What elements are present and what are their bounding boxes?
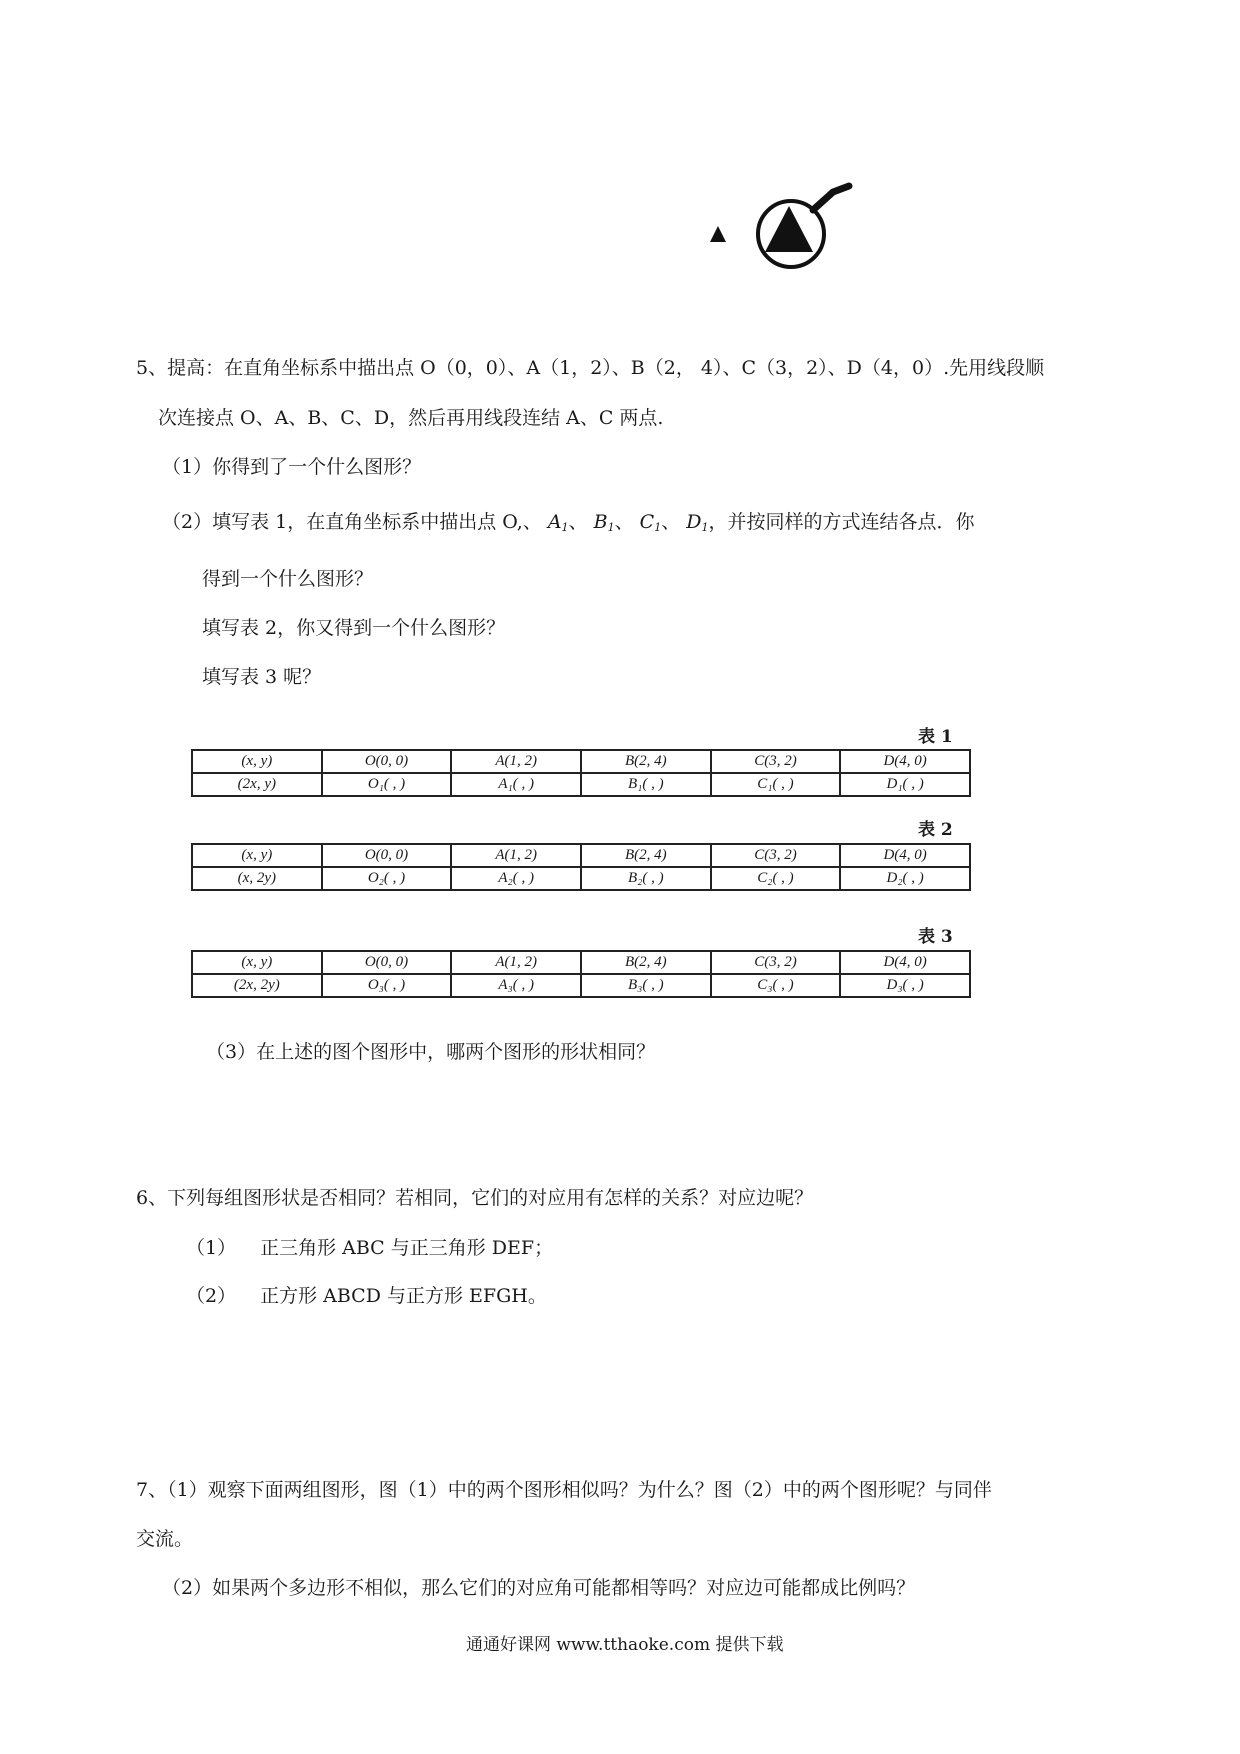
q5-part2-line1: （2）填写表 1，在直角坐标系中描出点 O,、 $A_1$、 $B_1$、 $C_1$、 $D_1$，并按同样的方式连结各点．你 xyxy=(162,511,975,534)
table-cell: O(0, 0) xyxy=(322,951,452,974)
table-cell: D(4, 0) xyxy=(840,750,970,773)
q7-line1: 7、（1）观察下面两组图形，图（1）中的两个图形相似吗？为什么？图（2）中的两个图形呢？与同伴 xyxy=(136,1479,992,1501)
table-cell: B(2, 4) xyxy=(581,750,711,773)
tables-figure xyxy=(136,714,1000,1012)
q5-part2-prefix: （2）填写表 1，在直角坐标系中描出点 O,、 xyxy=(162,511,542,533)
table-cell: A(1, 2) xyxy=(451,844,581,867)
table-cell: C₂( , ) xyxy=(711,867,841,890)
q5-part2-line3: 填写表 2，你又得到一个什么图形？ xyxy=(202,617,506,639)
q5-part3: （3）在上述的图个图形中，哪两个图形的形状相同？ xyxy=(206,1041,656,1063)
table-cell: C(3, 2) xyxy=(711,844,841,867)
table-cell: C(3, 2) xyxy=(711,750,841,773)
table-cell: A₃( , ) xyxy=(451,974,581,997)
table-cell: D₂( , ) xyxy=(840,867,970,890)
table-cell: B(2, 4) xyxy=(581,844,711,867)
table-cell: (x, y) xyxy=(192,844,322,867)
magnifier-figure-svg xyxy=(655,166,915,300)
table-cell: A(1, 2) xyxy=(451,951,581,974)
table-row xyxy=(192,773,970,796)
table-cell: (x, y) xyxy=(192,951,322,974)
table-row xyxy=(192,844,970,867)
table-row xyxy=(192,750,970,773)
q6-item1-text: 正三角形 ABC 与正三角形 DEF； xyxy=(260,1237,554,1259)
table-cell: D(4, 0) xyxy=(840,951,970,974)
table-1 xyxy=(191,749,971,797)
table-cell: A(1, 2) xyxy=(451,750,581,773)
table3-caption: 表 3 xyxy=(918,927,953,947)
point-d1: $D_1$ xyxy=(686,511,709,534)
table-3 xyxy=(191,950,971,998)
q6-item2 xyxy=(186,1284,547,1308)
table-row xyxy=(192,974,970,997)
table-cell: A₂( , ) xyxy=(451,867,581,890)
table-cell: D₁( , ) xyxy=(840,773,970,796)
q6-line1: 6、下列每组图形状是否相同？若相同，它们的对应用有怎样的关系？对应边呢？ xyxy=(136,1187,814,1209)
table-cell: B₂( , ) xyxy=(581,867,711,890)
q5-part2-line2: 得到一个什么图形？ xyxy=(202,568,374,590)
table-cell: O₂( , ) xyxy=(322,867,452,890)
q5-line2: 次连接点 O、A、B、C、D，然后再用线段连结 A、C 两点. xyxy=(158,407,664,429)
table-cell: O₃( , ) xyxy=(322,974,452,997)
table-cell: B(2, 4) xyxy=(581,951,711,974)
table-cell: B₃( , ) xyxy=(581,974,711,997)
q7-part2: （2）如果两个多边形不相似，那么它们的对应角可能都相等吗？对应边可能都成比例吗？ xyxy=(162,1577,916,1599)
q6-item2-number: （2） xyxy=(186,1285,237,1307)
table-cell: (2x, y) xyxy=(192,773,322,796)
table-cell: D₃( , ) xyxy=(840,974,970,997)
table-row xyxy=(192,867,970,890)
table-cell: O(0, 0) xyxy=(322,750,452,773)
table-cell: C(3, 2) xyxy=(711,951,841,974)
q6-item1 xyxy=(186,1236,553,1260)
table-row xyxy=(192,951,970,974)
table-cell: C₃( , ) xyxy=(711,974,841,997)
table-cell: B₁( , ) xyxy=(581,773,711,796)
q6-item2-text: 正方形 ABCD 与正方形 EFGH。 xyxy=(260,1285,547,1307)
point-b1: $B_1$ xyxy=(593,511,615,534)
q5-part1: （1）你得到了一个什么图形？ xyxy=(162,456,422,478)
table-cell: (x, 2y) xyxy=(192,867,322,890)
q5-part2-line4: 填写表 3 呢？ xyxy=(202,666,322,688)
table-cell: O₁( , ) xyxy=(322,773,452,796)
magnifier-figure xyxy=(655,166,915,300)
q7-line2: 交流。 xyxy=(136,1528,194,1550)
table-cell: (2x, 2y) xyxy=(192,974,322,997)
table-2 xyxy=(191,843,971,891)
table-cell: D(4, 0) xyxy=(840,844,970,867)
q6-item1-number: （1） xyxy=(186,1237,237,1259)
table-cell: (x, y) xyxy=(192,750,322,773)
large-triangle-icon xyxy=(765,206,813,252)
table-cell: O(0, 0) xyxy=(322,844,452,867)
point-c1: $C_1$ xyxy=(639,511,662,534)
table-cell: C₁( , ) xyxy=(711,773,841,796)
small-triangle-icon xyxy=(710,226,726,242)
table1-caption: 表 1 xyxy=(918,727,953,747)
page-footer: 通通好课网 www.tthaoke.com 提供下载 xyxy=(466,1635,784,1655)
table-cell: A₁( , ) xyxy=(451,773,581,796)
magnifying-glass-icon xyxy=(758,186,849,267)
q5-line1: 5、提高：在直角坐标系中描出点 O（0，0）、A（1，2）、B（2， 4）、C（3，2）、D（4，0）.先用线段顺 xyxy=(136,357,1045,379)
table2-caption: 表 2 xyxy=(918,820,953,840)
point-a1: $A_1$ xyxy=(547,511,569,534)
